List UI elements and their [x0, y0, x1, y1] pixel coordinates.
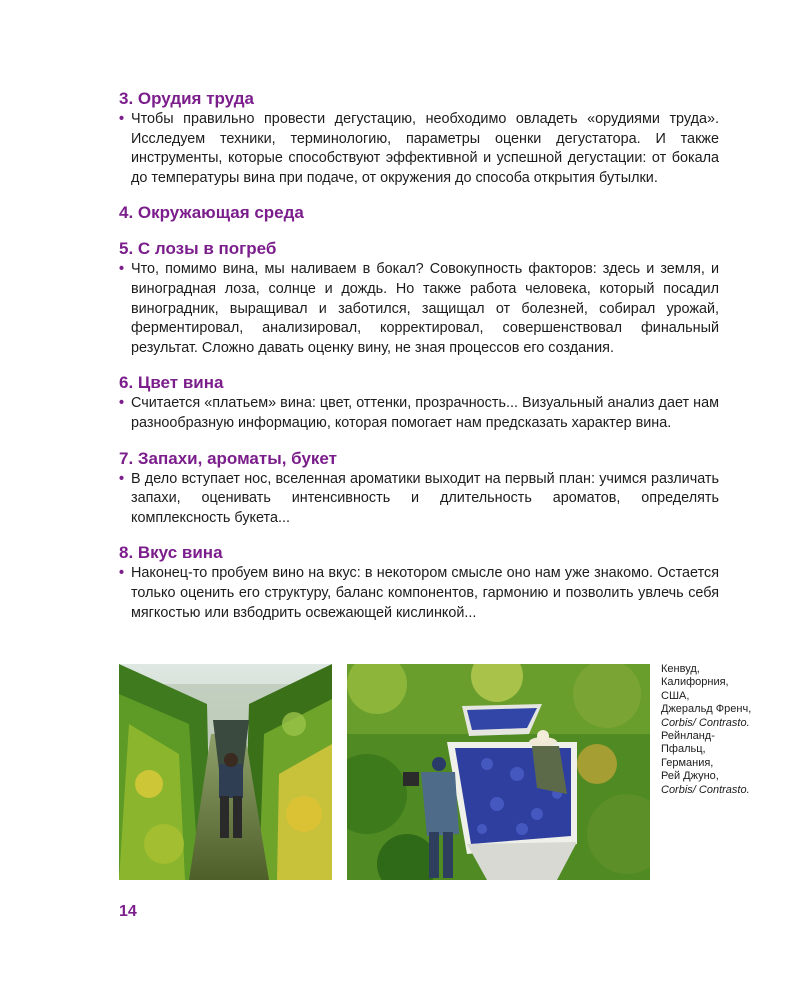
page-number: 14 — [119, 903, 137, 920]
caption-place-2: Рейнланд-Пфальц, Германия, — [661, 730, 715, 769]
section-taste — [119, 542, 719, 623]
bullet-marker: • — [119, 395, 125, 412]
photo-caption — [661, 663, 753, 797]
bullet-marker: • — [119, 470, 125, 487]
section-heading: 6. Цвет вина — [119, 373, 224, 393]
section-tools — [119, 88, 719, 188]
section-heading: 4. Окружающая среда — [119, 203, 304, 223]
bullet-item — [119, 470, 719, 529]
caption-author-1: Джеральд Френч, — [661, 703, 752, 716]
grape-harvest-photo — [347, 664, 650, 880]
bullet-item — [119, 260, 719, 358]
paragraph-text: Чтобы правильно провести дегустацию, необходимо овладеть «орудиями труда». Исследуем техники, терминологию, параметры оценки дегустатора. И также инструменты, которые способствуют эффективной и успешной дегустации: от бокала до температуры вина при подаче, от окружения до способа открытия бутылки. — [131, 111, 719, 186]
caption-credit-2: Corbis/ Contrasto. — [661, 783, 750, 796]
vineyard-photo — [119, 664, 332, 880]
paragraph-text: Что, помимо вина, мы наливаем в бокал? Совокупность факторов: здесь и земля, и виноградная лоза, солнце и дождь. Но также работа человека, который посадил виноградник, выращивал и заботился, защищал от болезней, собирал урожай, ферментировал, анализировал, корректировал, совершенствовал финальный результат. Сложно давать оценку вину, не зная процессов его создания. — [131, 261, 719, 356]
paragraph-text: Считается «платьем» вина: цвет, оттенки, прозрачность... Визуальный анализ дает нам разнообразную информацию, которая помогает нам предсказать характер вина. — [131, 395, 719, 431]
bullet-item — [119, 564, 719, 623]
section-heading: 7. Запахи, ароматы, букет — [119, 448, 337, 468]
bullet-marker: • — [119, 111, 125, 127]
paragraph-text: Наконец-то пробуем вино на вкус: в некотором смысле оно нам уже знакомо. Остается только оценить его структуру, баланс компонентов, гармонию и позволить увлечь себя мягкостью или взбодрить освежающей кислинкой... — [131, 565, 719, 621]
caption-author-2: Рей Джуно, — [661, 770, 719, 783]
section-vine-to-cellar — [119, 238, 719, 358]
caption-place-1: Кенвуд, Калифорния, США, — [661, 663, 729, 702]
bullet-marker: • — [119, 565, 125, 582]
article-body — [119, 88, 719, 637]
paragraph-text: В дело вступает нос, вселенная ароматики выходит на первый план: учимся различать запахи, оценивать интенсивность и длительность ароматов, определять комплексность букета... — [131, 470, 719, 526]
section-heading: 5. С лозы в погреб — [119, 239, 277, 259]
section-heading: 8. Вкус вина — [119, 543, 223, 563]
bullet-item — [119, 110, 719, 188]
section-aromas — [119, 448, 719, 529]
section-environment — [119, 202, 719, 224]
bullet-marker: • — [119, 261, 125, 278]
section-heading: 3. Орудия труда — [119, 89, 254, 108]
section-color — [119, 372, 719, 433]
bullet-item — [119, 394, 719, 433]
caption-credit-1: Corbis/ Contrasto. — [661, 716, 750, 729]
